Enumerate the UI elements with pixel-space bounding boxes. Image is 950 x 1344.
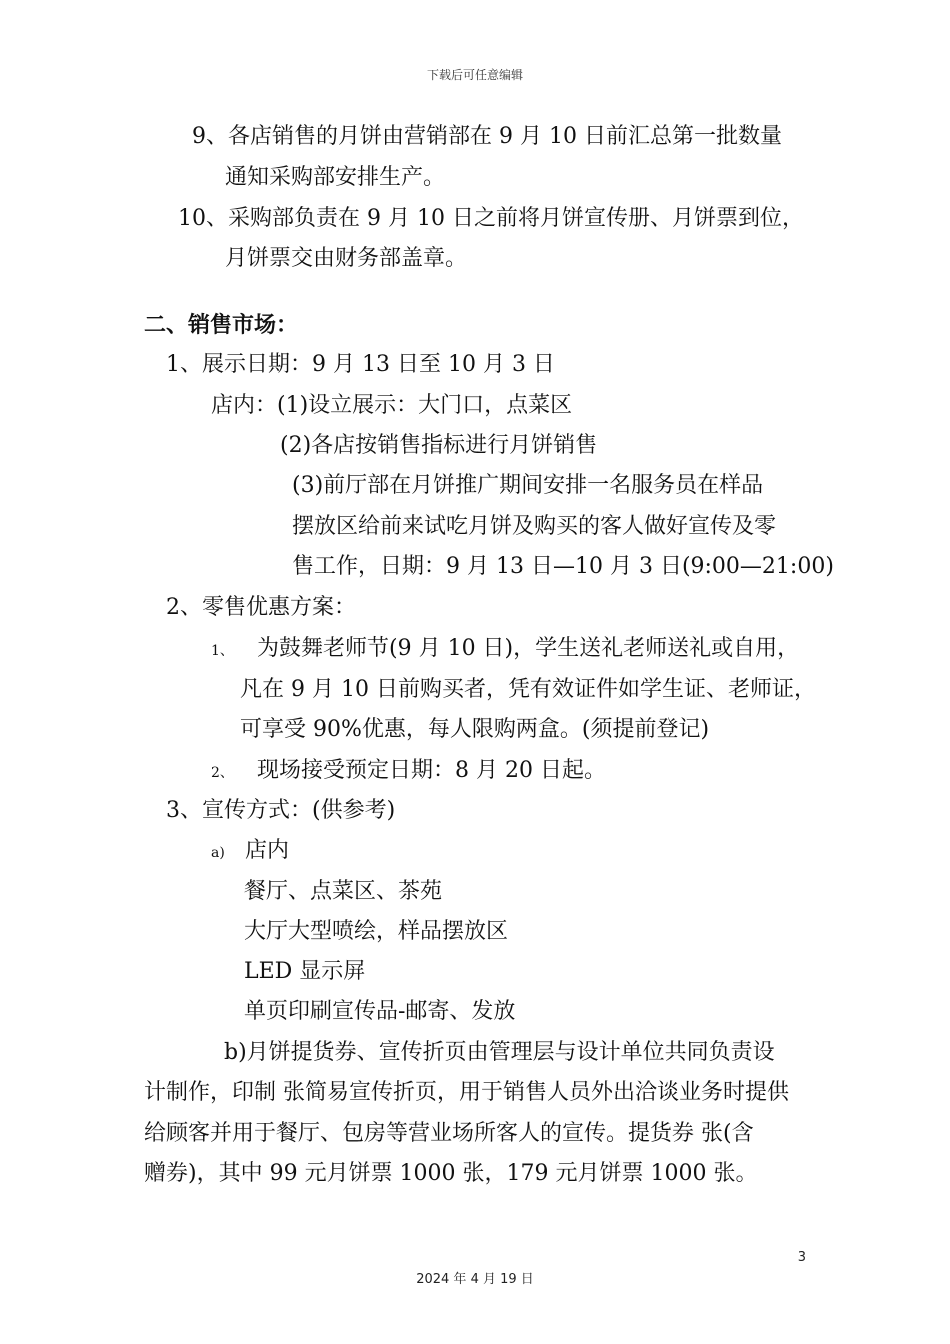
page-number: 3 bbox=[797, 1250, 806, 1265]
in-store-display: 店内：(1)设立展示：大门口，点菜区 bbox=[211, 393, 573, 418]
front-hall-line-3: 售工作，日期：9 月 13 日—10 月 3 日(9:00—21:00) bbox=[292, 554, 834, 579]
promotion-a-label: 店内 bbox=[245, 838, 290, 863]
item-9-line-2: 通知采购部安排生产。 bbox=[225, 165, 446, 190]
discount-item-1-number: 1、 bbox=[211, 643, 234, 659]
discount-item-1-line-2: 凡在 9 月 10 日前购买者，凭有效证件如学生证、老师证， bbox=[240, 677, 816, 702]
front-hall-line-2: 摆放区给前来试吃月饼及购买的客人做好宣传及零 bbox=[292, 514, 777, 539]
promotion-a-item-1: 餐厅、点菜区、茶苑 bbox=[244, 879, 443, 904]
item-9-line-1: 9、各店销售的月饼由营销部在 9 月 10 日前汇总第一批数量 bbox=[192, 124, 782, 149]
promotion-a-number: a) bbox=[211, 845, 225, 861]
front-hall-line-1: (3)前厅部在月饼推广期间安排一名服务员在样品 bbox=[292, 473, 764, 498]
promotion-b-line-3: 给顾客并用于餐厅、包房等营业场所客人的宣传。提货券 张(含 bbox=[144, 1121, 754, 1146]
footer-date: 2024 年 4 月 19 日 bbox=[416, 1272, 534, 1287]
promotion-a-item-2: 大厅大型喷绘，样品摆放区 bbox=[244, 919, 509, 944]
promotion-a-item-3: LED 显示屏 bbox=[244, 959, 366, 984]
discount-item-2-number: 2、 bbox=[211, 765, 234, 781]
promotion-b-line-2: 计制作，印制 张简易宣传折页，用于销售人员外出洽谈业务时提供 bbox=[144, 1080, 789, 1105]
page-header: 下载后可任意编辑 bbox=[426, 68, 523, 82]
store-sales-target: (2)各店按销售指标进行月饼销售 bbox=[280, 433, 598, 458]
promotion-a-item-4: 单页印刷宣传品-邮寄、发放 bbox=[244, 999, 516, 1024]
discount-item-1-text: 为鼓舞老师节(9 月 10 日)，学生送礼老师送礼或自用， bbox=[257, 636, 800, 661]
section-2-title: 二、销售市场： bbox=[144, 313, 299, 338]
promotion-method-title: 3、宣传方式：(供参考) bbox=[166, 798, 396, 823]
discount-item-1-line-1 bbox=[211, 634, 799, 666]
promotion-a-heading bbox=[211, 836, 289, 868]
promotion-b-line-4: 赠券)，其中 99 元月饼票 1000 张，179 元月饼票 1000 张。 bbox=[144, 1161, 758, 1186]
promotion-b-line-1: b)月饼提货券、宣传折页由管理层与设计单位共同负责设 bbox=[224, 1040, 775, 1065]
discount-item-2-text: 现场接受预定日期：8 月 20 日起。 bbox=[257, 758, 606, 783]
discount-item-1-line-3: 可享受 90%优惠，每人限购两盒。(须提前登记) bbox=[240, 717, 710, 742]
item-10-line-2: 月饼票交由财务部盖章。 bbox=[225, 246, 468, 271]
retail-discount-title: 2、零售优惠方案： bbox=[166, 595, 356, 620]
item-10-line-1: 10、采购部负责在 9 月 10 日之前将月饼宣传册、月饼票到位， bbox=[178, 206, 804, 231]
discount-item-2 bbox=[211, 756, 606, 788]
display-date-title: 1、展示日期：9 月 13 日至 10 月 3 日 bbox=[166, 352, 555, 377]
